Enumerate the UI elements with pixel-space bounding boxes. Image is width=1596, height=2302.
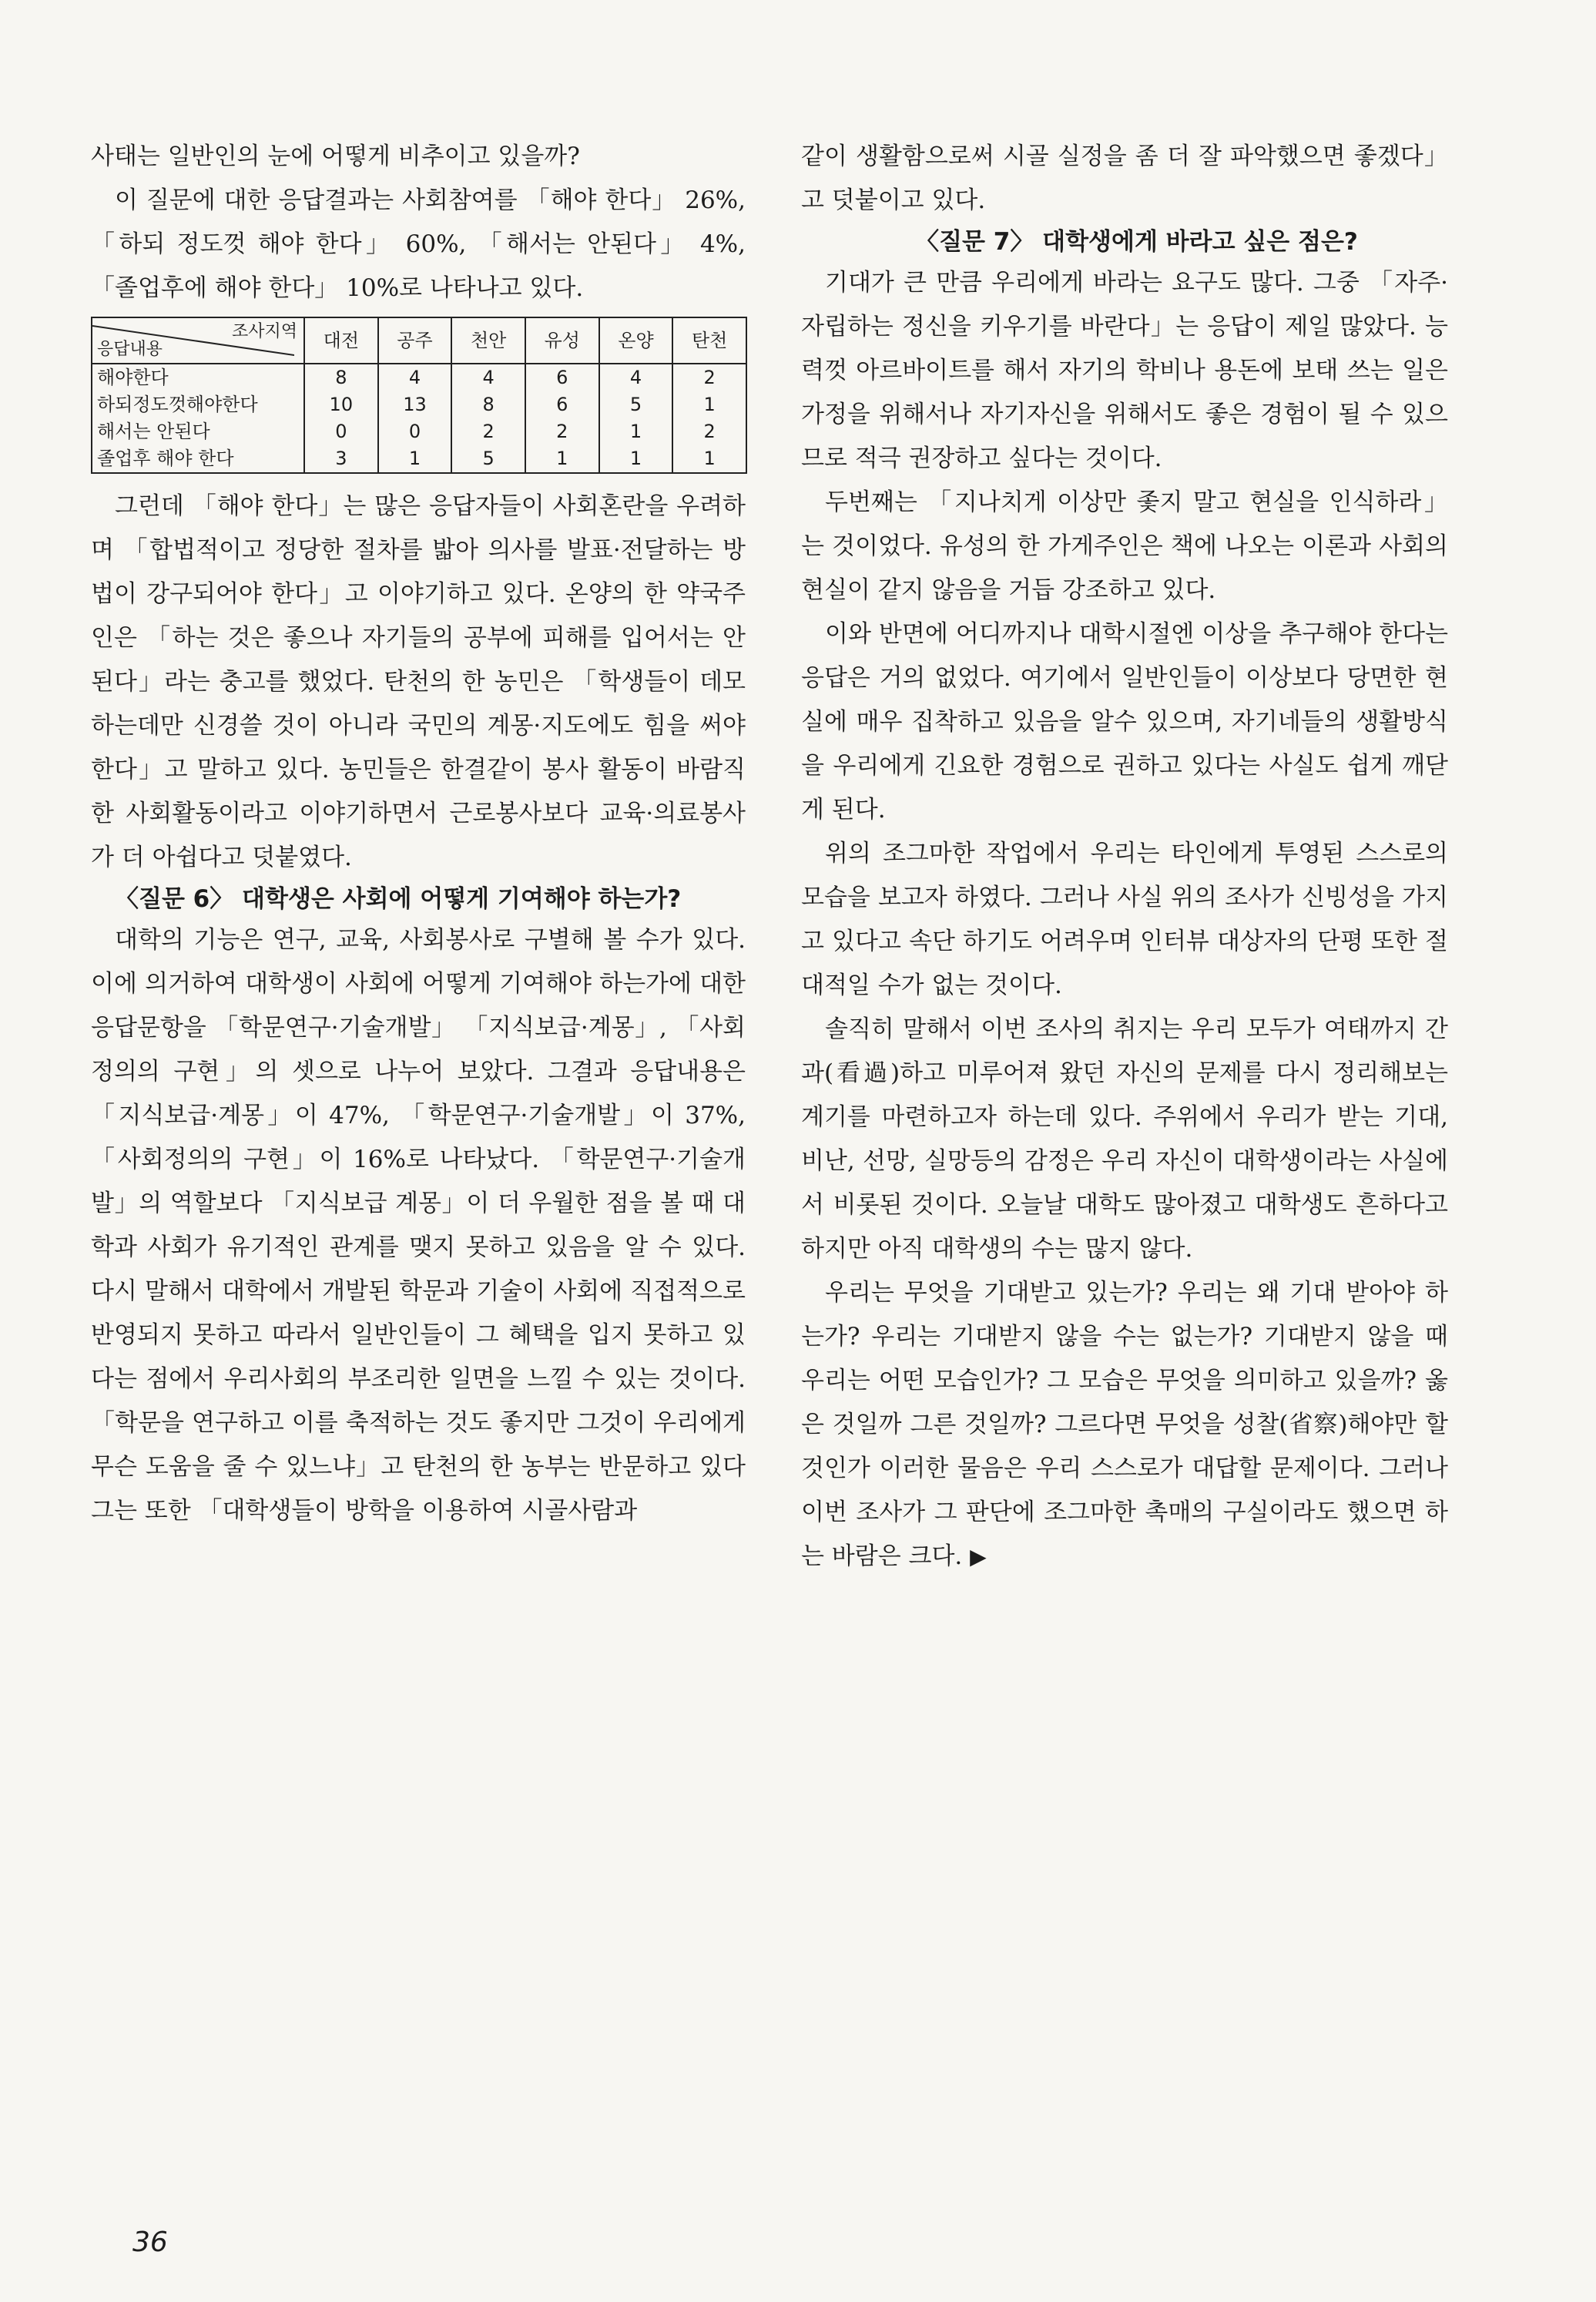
left-column xyxy=(91,135,746,1533)
table-cell: 1 xyxy=(599,445,673,473)
paragraph: 대학의 기능은 연구, 교육, 사회봉사로 구별해 볼 수가 있다. 이에 의거하여 대학생이 사회에 어떻게 기여해야 하는가에 대한 응답문항을 「학문연구·기술개발」 「지식보급·계몽」, 「사회정의의 구현」의 셋으로 나누어 보았다. 그결과 응답내용은 「지식보급·계몽」이 47%, 「학문연구·기술개발」이 37%, 「사회정의의 구현」이 16%로 나타났다. 「학문연구·기술개발」의 역할보다 「지식보급 계몽」이 더 우월한 점을 볼 때 대학과 사회가 유기적인 관계를 맺지 못하고 있음을 알 수 있다. 다시 말해서 대학에서 개발된 학문과 기술이 사회에 직접적으로 반영되지 못하고 따라서 일반인들이 그 혜택을 입지 못하고 있다는 점에서 우리사회의 부조리한 일면을 느낄 수 있는 것이다. 「학문을 연구하고 이를 축적하는 것도 좋지만 그것이 우리에게 무슨 도움을 줄 수 있느냐」고 탄천의 한 농부는 반문하고 있다 그는 또한 「대학생들이 방학을 이용하여 시골사람과 xyxy=(91,926,746,1525)
paragraph: 위의 조그마한 작업에서 우리는 타인에게 투영된 스스로의 모습을 보고자 하였다. 그러나 사실 위의 조사가 신빙성을 가지고 있다고 속단 하기도 어려우며 인터뷰 대상자의 단평 또한 절대적일 수가 없는 것이다. xyxy=(801,840,1448,999)
region-header: 유성 xyxy=(525,317,599,364)
table-cell: 1 xyxy=(672,445,746,473)
paragraph: 이 질문에 대한 응답결과는 사회참여를 「해야 한다」 26%, 「하되 정도껏 해야 한다」 60%, 「해서는 안된다」 4%, 「졸업후에 해야 한다」 10%로 나타나고 있다. xyxy=(91,186,746,302)
end-mark-icon: ▶ xyxy=(970,1544,987,1569)
row-label: 해서는 안된다 xyxy=(92,418,304,445)
table-cell: 13 xyxy=(378,391,452,418)
table-cell: 8 xyxy=(451,391,525,418)
table-cell: 4 xyxy=(378,364,452,391)
table-cell: 5 xyxy=(599,391,673,418)
table-cell: 1 xyxy=(599,418,673,445)
paragraph xyxy=(801,1271,1448,1579)
table-corner-cell xyxy=(92,317,304,364)
table-row xyxy=(92,418,746,445)
region-header: 탄천 xyxy=(672,317,746,364)
region-header: 공주 xyxy=(378,317,452,364)
survey-table xyxy=(91,317,747,474)
table-cell: 8 xyxy=(304,364,378,391)
table-cell: 2 xyxy=(672,364,746,391)
table-row xyxy=(92,391,746,418)
table-cell: 1 xyxy=(525,445,599,473)
table-cell: 6 xyxy=(525,391,599,418)
table-cell: 3 xyxy=(304,445,378,473)
paragraph-text: 우리는 무엇을 기대받고 있는가? 우리는 왜 기대 받아야 하는가? 우리는 기대받지 않을 수는 없는가? 기대받지 않을 때 우리는 어떤 모습인가? 그 모습은 무엇을 의미하고 있을까? 옳은 것일까 그른 것일까? 그르다면 무엇을 성찰(省察)해야만 할 것인가 이러한 물음은 우리 스스로가 대답할 문제이다. 그러나 이번 조사가 그 판단에 조그마한 촉매의 구실이라도 했으면 하는 바람은 크다. xyxy=(801,1279,1448,1570)
region-header: 온양 xyxy=(599,317,673,364)
table-row xyxy=(92,445,746,473)
paragraph: 솔직히 말해서 이번 조사의 취지는 우리 모두가 여태까지 간과(看過)하고 미루어져 왔던 자신의 문제를 다시 정리해보는 계기를 마련하고자 하는데 있다. 주위에서 우리가 받는 기대, 비난, 선망, 실망등의 감정은 우리 자신이 대학생이라는 사실에서 비롯된 것이다. 오늘날 대학도 많아졌고 대학생도 흔하다고 하지만 아직 대학생의 수는 많지 않다. xyxy=(801,1015,1448,1263)
table-cell: 0 xyxy=(304,418,378,445)
question-7-heading: 〈질문 7〉 대학생에게 바라고 싶은 점은? xyxy=(915,228,1358,256)
right-column xyxy=(801,135,1448,1579)
paragraph: 같이 생활함으로써 시골 실정을 좀 더 잘 파악했으면 좋겠다」고 덧붙이고 있다. xyxy=(801,143,1448,214)
region-header: 천안 xyxy=(451,317,525,364)
row-label: 하되정도껏해야한다 xyxy=(92,391,304,418)
table-row xyxy=(92,364,746,391)
table-cell: 10 xyxy=(304,391,378,418)
paragraph: 기대가 큰 만큼 우리에게 바라는 요구도 많다. 그중 「자주·자립하는 정신을 키우기를 바란다」는 응답이 제일 많았다. 능력껏 아르바이트를 해서 자기의 학비나 용돈에 보태 쓰는 일은 가정을 위해서나 자기자신을 위해서도 좋은 경험이 될 수 있으므로 적극 권장하고 싶다는 것이다. xyxy=(801,269,1448,472)
table-cell: 2 xyxy=(451,418,525,445)
table-cell: 2 xyxy=(525,418,599,445)
table-cell: 4 xyxy=(599,364,673,391)
paragraph: 사태는 일반인의 눈에 어떻게 비추이고 있을까? xyxy=(91,143,580,170)
table-cell: 5 xyxy=(451,445,525,473)
table-cell: 1 xyxy=(378,445,452,473)
table-cell: 0 xyxy=(378,418,452,445)
question-6-heading: 〈질문 6〉 대학생은 사회에 어떻게 기여해야 하는가? xyxy=(115,885,682,913)
row-label: 해야한다 xyxy=(92,364,304,391)
page-number: 36 xyxy=(132,2226,168,2258)
table-cell: 4 xyxy=(451,364,525,391)
corner-label-region: 조사지역 xyxy=(231,322,297,341)
region-header: 대전 xyxy=(304,317,378,364)
table-cell: 6 xyxy=(525,364,599,391)
paragraph: 이와 반면에 어디까지나 대학시절엔 이상을 추구해야 한다는 응답은 거의 없었다. 여기에서 일반인들이 이상보다 당면한 현실에 매우 집착하고 있음을 알수 있으며, 자기네들의 생활방식을 우리에게 긴요한 경험으로 권하고 있다는 사실도 쉽게 깨닫게 된다. xyxy=(801,620,1448,824)
table-cell: 2 xyxy=(672,418,746,445)
paragraph: 두번째는 「지나치게 이상만 좇지 말고 현실을 인식하라」는 것이었다. 유성의 한 가게주인은 책에 나오는 이론과 사회의 현실이 같지 않음을 거듭 강조하고 있다. xyxy=(801,488,1448,604)
row-label: 졸업후 해야 한다 xyxy=(92,445,304,473)
paragraph: 그런데 「해야 한다」는 많은 응답자들이 사회혼란을 우려하며 「합법적이고 정당한 절차를 밟아 의사를 발표·전달하는 방법이 강구되어야 한다」고 이야기하고 있다. 온양의 한 약국주인은 「하는 것은 좋으나 자기들의 공부에 피해를 입어서는 안된다」라는 충고를 했었다. 탄천의 한 농민은 「학생들이 데모하는데만 신경쓸 것이 아니라 국민의 계몽·지도에도 힘을 써야 한다」고 말하고 있다. 농민들은 한결같이 봉사 활동이 바람직한 사회활동이라고 이야기하면서 근로봉사보다 교육·의료봉사가 더 아쉽다고 덧붙였다. xyxy=(91,492,746,871)
corner-label-response: 응답내용 xyxy=(97,340,163,359)
table-header-row xyxy=(92,317,746,364)
table-cell: 1 xyxy=(672,391,746,418)
